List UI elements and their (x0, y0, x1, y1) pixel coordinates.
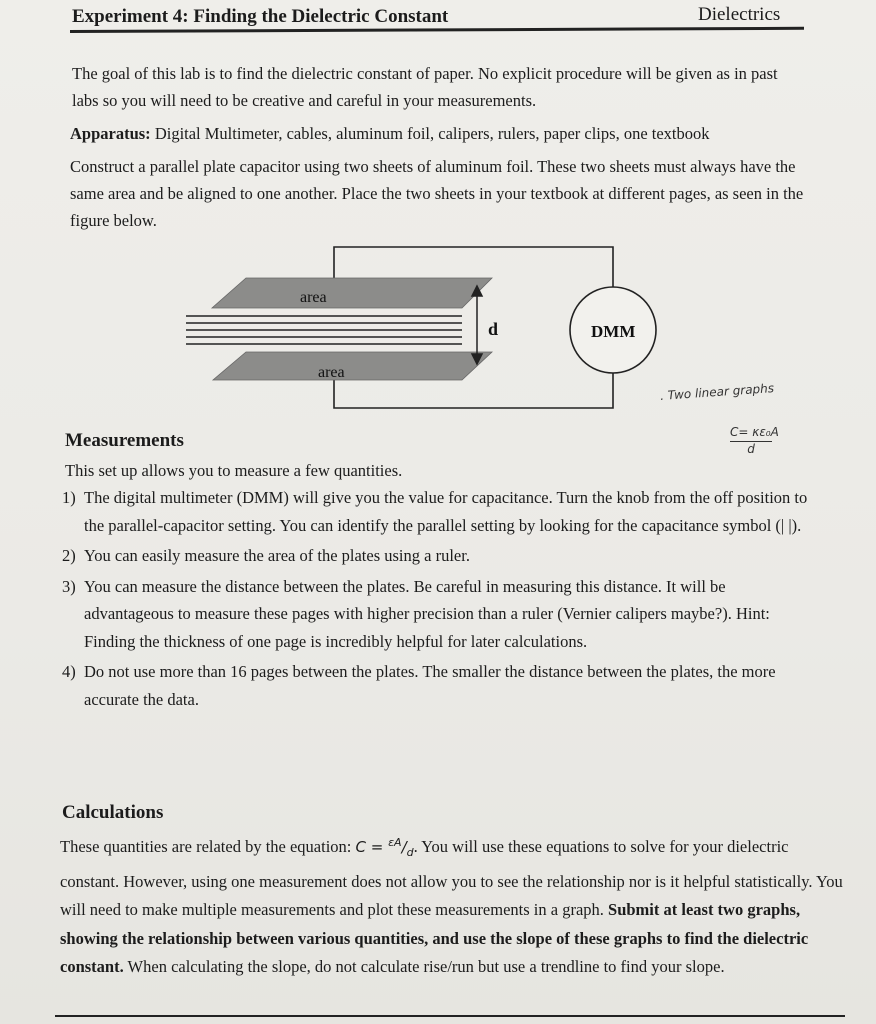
item-number: 3) (62, 576, 76, 596)
measurements-list (62, 484, 814, 716)
handwritten-numerator: C= κε₀A (730, 425, 779, 439)
item-number: 4) (62, 662, 76, 681)
calculations-heading: Calculations (62, 802, 164, 823)
handwritten-denominator: d (730, 441, 772, 456)
list-item (62, 658, 814, 713)
bottom-rule (55, 1015, 845, 1017)
calc-text-end: When calculating the slope, do not calculate rise/run but use a trendline to find your slope. (123, 957, 725, 976)
item-text: You can measure the distance between the plates. Be careful in measuring this distance. It will be advantageous to measure these pages with higher precision than a ruler (Vernier calipers maybe?). Hint: Finding the thickness of one page is incredibly helpful for later calculations. (84, 576, 770, 651)
list-item (62, 573, 814, 656)
construct-paragraph: Construct a parallel plate capacitor using two sheets of aluminum foil. These two sheets must always have the same area and be aligned to one another. Place the two sheets in your textbook at different pages, as seen in the figure below. (70, 157, 804, 230)
calculations-paragraph (60, 829, 845, 982)
list-item (62, 542, 814, 570)
calc-bold-text: Submit at least two graphs, showing the relationship between various quantities, and use the slope of these graphs to find the dielectric constant. (60, 900, 809, 976)
calc-text-before: These quantities are related by the equation: (60, 837, 356, 856)
page-lines (186, 316, 462, 344)
handwritten-note-formula (730, 425, 779, 456)
measurements-heading: Measurements (65, 430, 184, 451)
dmm-label: DMM (591, 322, 636, 341)
item-number: 1) (62, 488, 76, 507)
calc-text-after: . You will use these equations to solve for your dielectric constant. However, using one measurement does not allow you to see the relationship nor is it helpful statistically. You will need to make multiple measurements and plot these measurements in a graph. (60, 837, 843, 919)
item-number: 2) (62, 546, 76, 565)
distance-label: d (488, 319, 499, 339)
intro-paragraph: The goal of this lab is to find the dielectric constant of paper. No explicit procedure will be given as in past labs so you will need to be creative and careful in your measurements. (72, 64, 778, 110)
eq-denominator: d (406, 846, 414, 859)
capacitance-equation: $C = ^{\varepsilon A}/_d$ (355, 836, 414, 859)
item-text: Do not use more than 16 pages between the plates. The smaller the distance between the plates, the more accurate the data. (84, 662, 776, 709)
section-label: Dielectrics (698, 4, 781, 25)
item-text: You can easily measure the area of the plates using a ruler. (84, 546, 470, 565)
page-title: Experiment 4: Finding the Dielectric Constant (72, 6, 449, 27)
item-text: The digital multimeter (DMM) will give you the value for capacitance. Turn the knob from the off position to the parallel-capacitor setting. You can identify the parallel setting by looking for the capacitance symbol (| |). (84, 488, 808, 535)
eq-lhs: C = (355, 838, 389, 856)
apparatus-text: Digital Multimeter, cables, aluminum foil, calipers, rulers, paper clips, one textbook (150, 124, 710, 143)
bottom-plate-label: area (318, 364, 345, 381)
bottom-plate (213, 352, 492, 380)
list-item (62, 484, 814, 539)
apparatus-label: Apparatus: (70, 124, 151, 143)
measurements-intro: This set up allows you to measure a few quantities. (65, 461, 403, 480)
handwritten-note-graphs: . Two linear graphs (659, 381, 775, 403)
top-plate (212, 278, 492, 308)
top-plate-label: area (300, 289, 327, 306)
eq-numerator: εA (388, 836, 402, 849)
